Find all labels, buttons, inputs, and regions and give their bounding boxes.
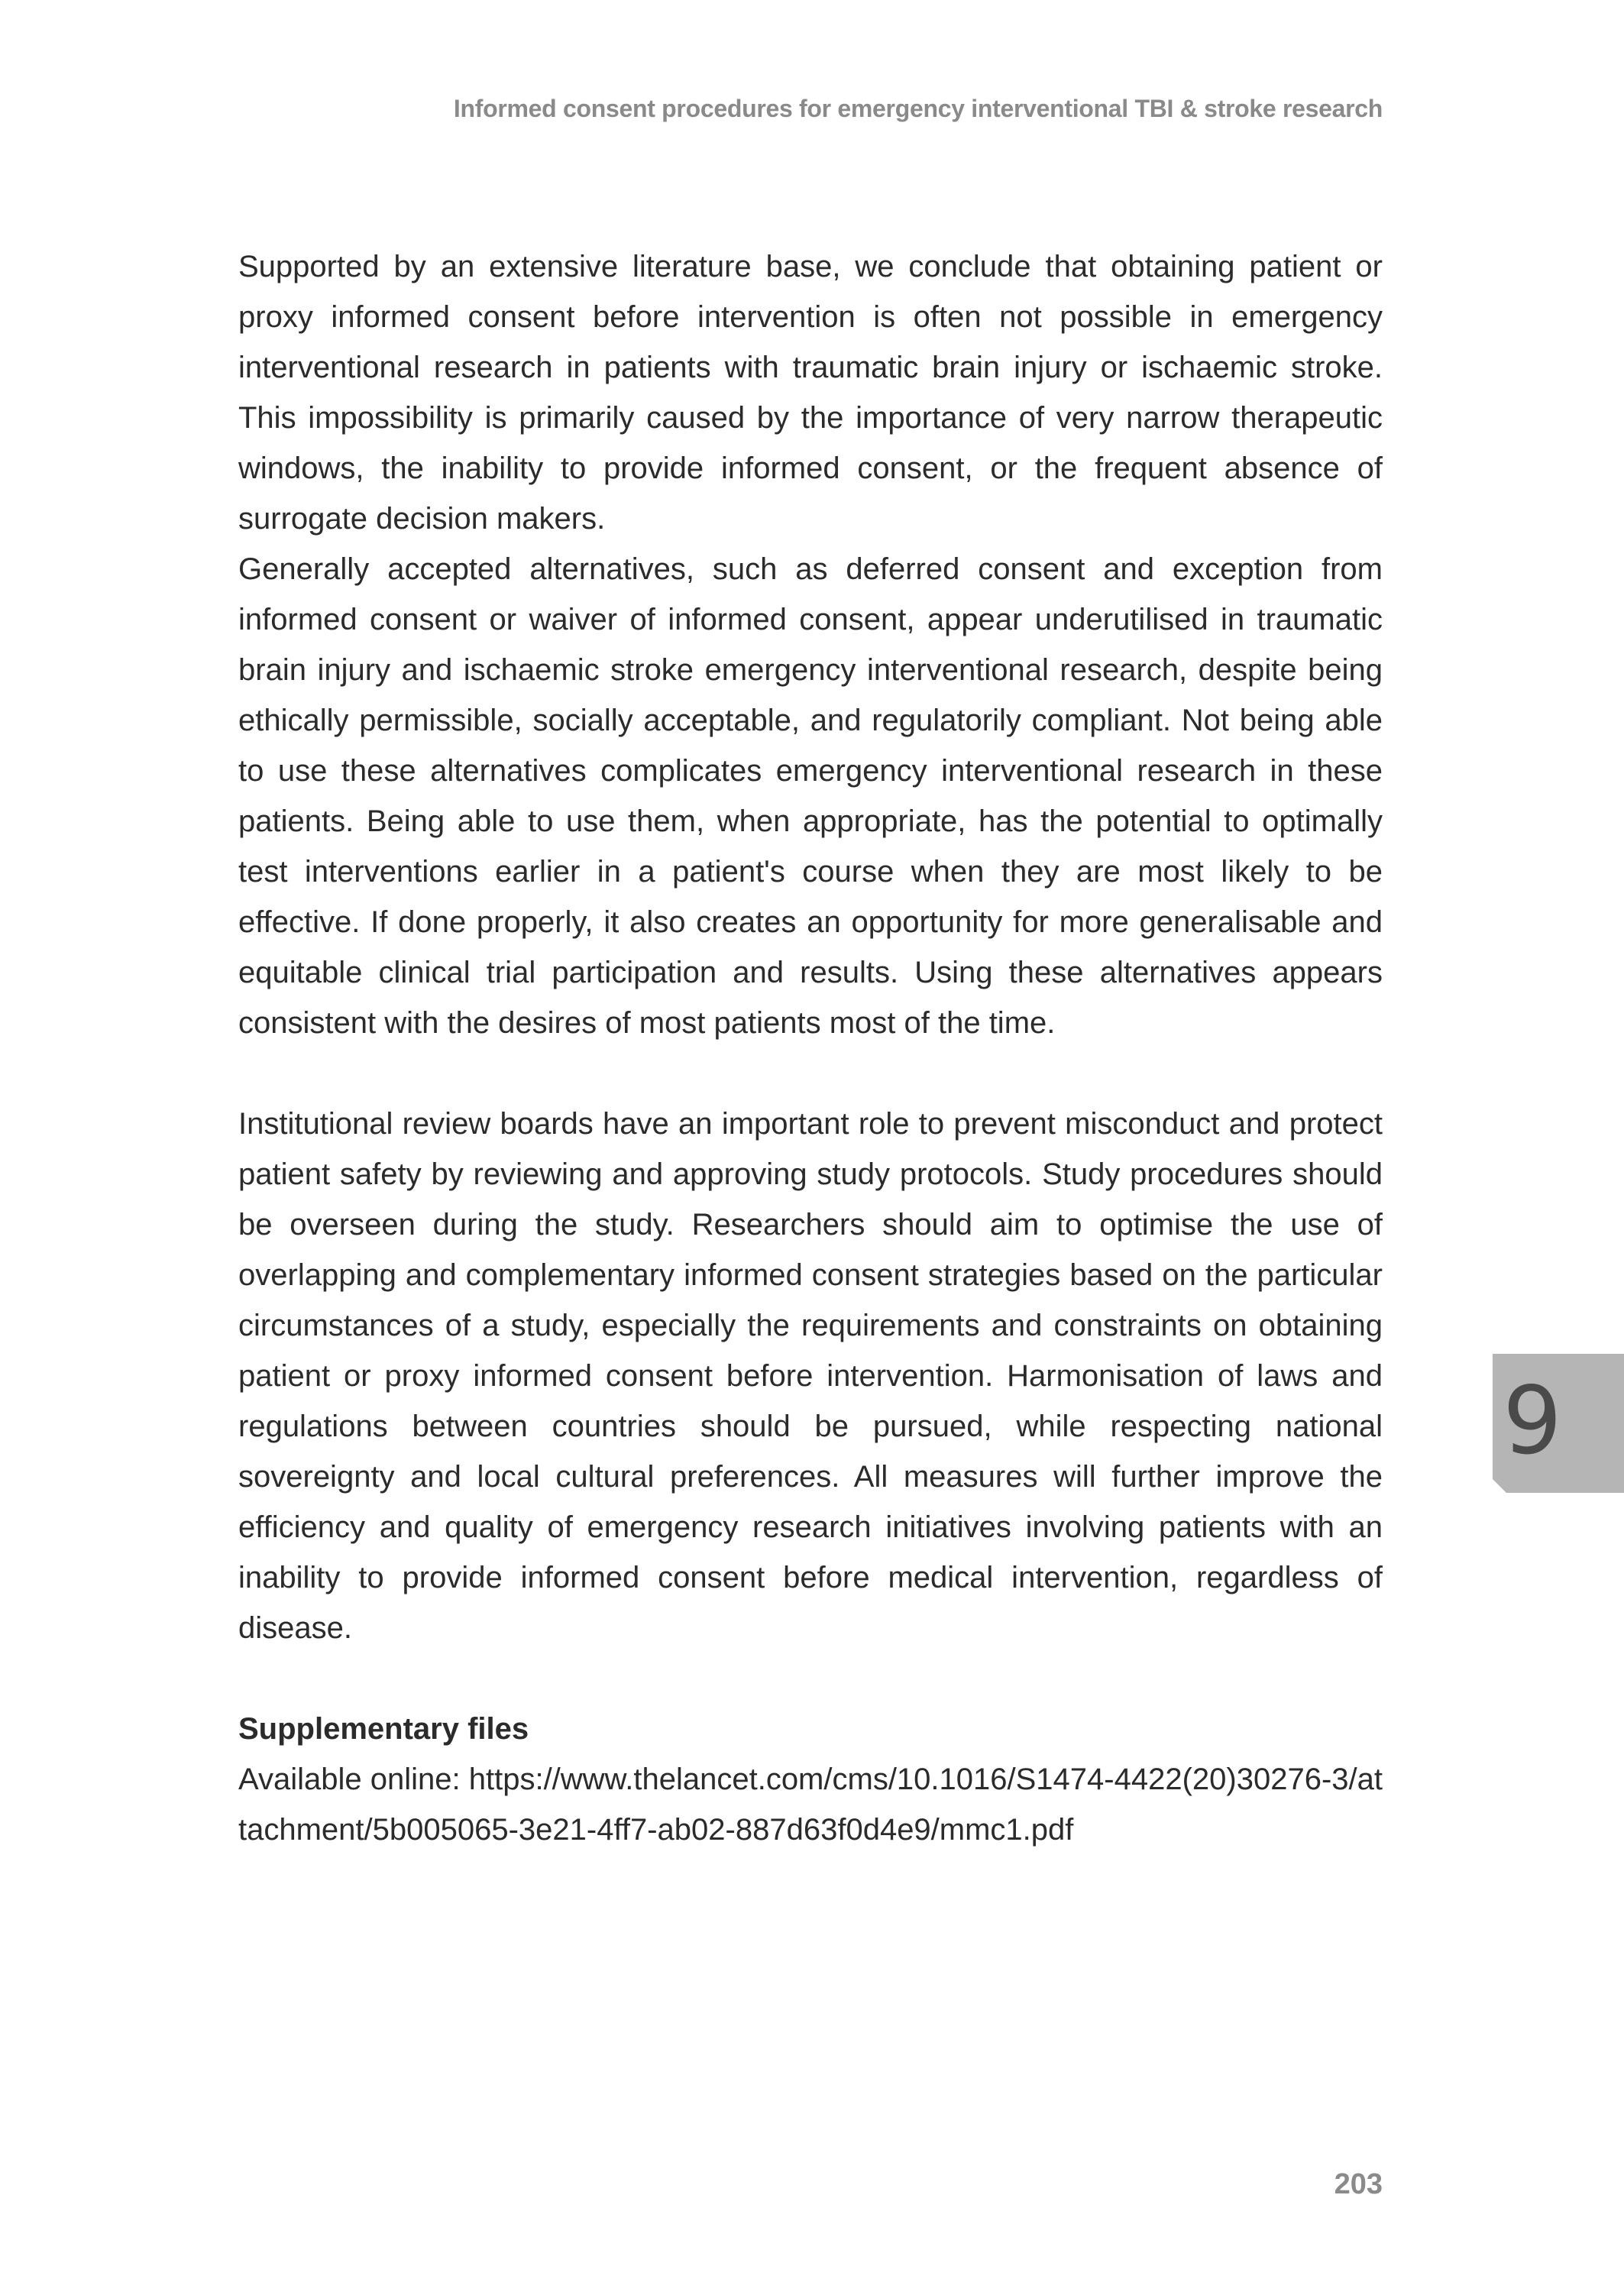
chapter-number: 9 [1503,1367,1562,1475]
body-paragraph-2: Generally accepted alternatives, such as deferred consent and exception from informed consent or waiver of informed consent, appear underutilised in traumatic brain injury and ischaemic stroke emergency interventional research, despite being ethically permissible, socially acceptable, and regulatorily compliant. Not being able to use these alternatives complicates emergency interventional research in these patients. Being able to use them, when appropriate, has the potential to optimally test interventions earlier in a patient's course when they are most likely to be effective. If done properly, it also creates an opportunity for more generalisable and equitable clinical trial participation and results. Using these alternatives appears consistent with the desires of most patients most of the time. [238,552,1383,1040]
supplementary-link-text: Available online: https://www.thelancet.com/cms/10.1016/S1474-4422(20)30276-3/attachment/5b005065-3e21-4ff7-ab02-887d63f0d4e9/mmc1.pdf [238,1763,1383,1847]
main-content [238,241,1383,1855]
running-header: Informed consent procedures for emergency interventional TBI & stroke research [453,95,1383,122]
body-paragraph-1: Supported by an extensive literature base, we conclude that obtaining patient or proxy informed consent before intervention is often not possible in emergency interventional research in patients with traumatic brain injury or ischaemic stroke. This impossibility is primarily caused by the importance of very narrow therapeutic windows, the inability to provide informed consent, or the frequent absence of surrogate decision makers. [238,250,1383,536]
page-number: 203 [1334,2168,1383,2200]
supplementary-heading: Supplementary files [238,1712,529,1746]
body-paragraph-3: Institutional review boards have an important role to prevent misconduct and protect patient safety by reviewing and approving study protocols. Study procedures should be overseen during the study. Researchers should aim to optimise the use of overlapping and complementary informed consent strategies based on the particular circumstances of a study, especially the requirements and constraints on obtaining patient or proxy informed consent before intervention. Harmonisation of laws and regulations between countries should be pursued, while respecting national sovereignty and local cultural preferences. All measures will further improve the efficiency and quality of emergency research initiatives involving patients with an inability to provide informed consent before medical intervention, regardless of disease. [238,1107,1383,1645]
